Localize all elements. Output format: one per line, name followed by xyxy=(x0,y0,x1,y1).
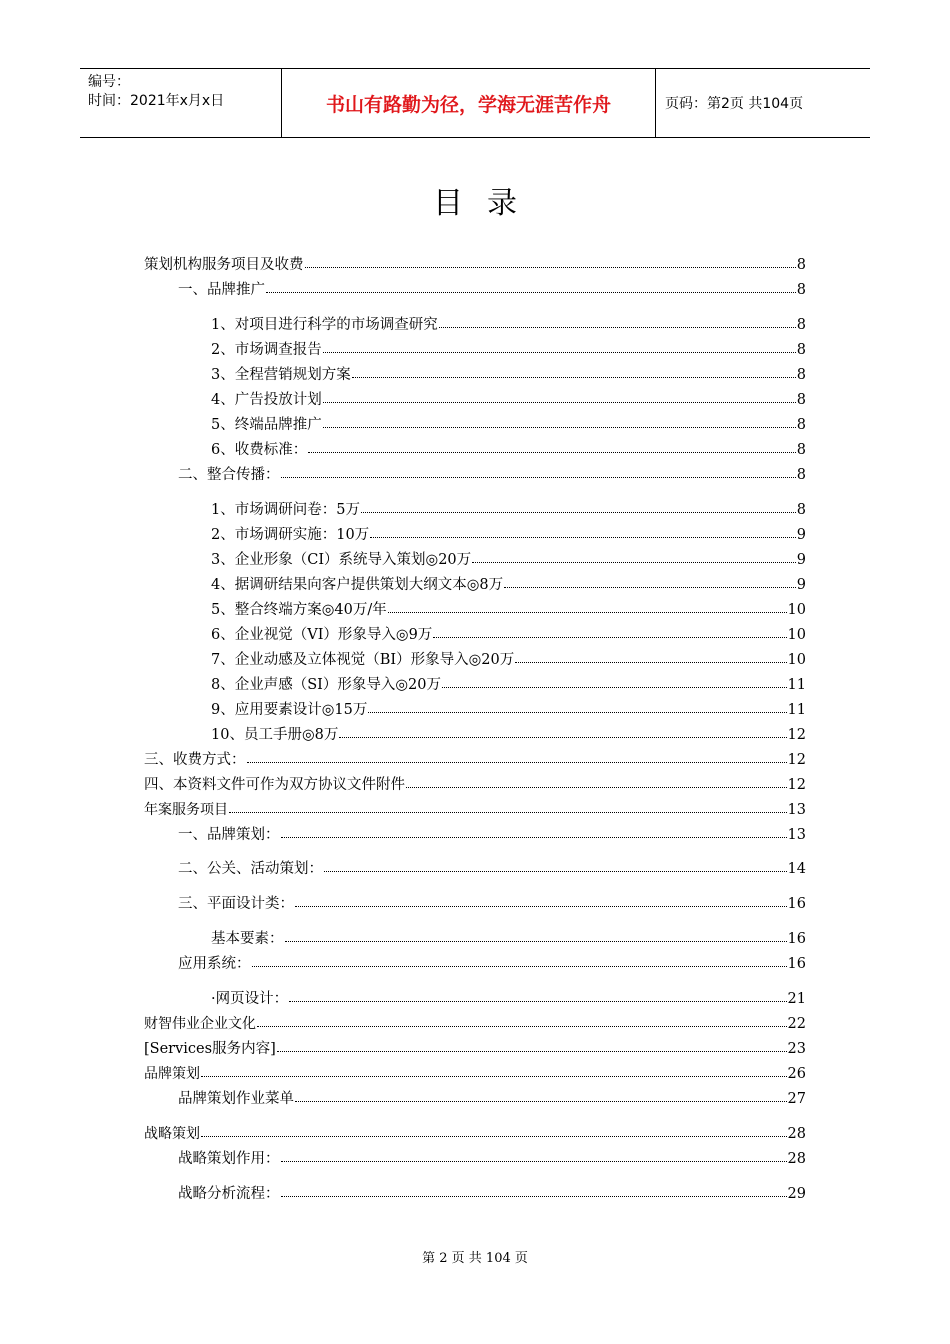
toc-entry[interactable] xyxy=(211,625,806,645)
toc-entry[interactable] xyxy=(178,954,806,974)
toc-entry-label: [Services服务内容] xyxy=(144,1041,276,1057)
toc-title: 目录 xyxy=(433,186,541,221)
toc-entry-page: 12 xyxy=(787,777,806,793)
toc-entry[interactable] xyxy=(211,440,806,460)
page-info: 页码：第2页 共104页 xyxy=(665,96,804,112)
toc-entry-label: 5、整合终端方案◎40万/年 xyxy=(211,602,387,618)
toc-entry-label: 策划机构服务项目及收费 xyxy=(144,257,304,273)
toc-leader-dots xyxy=(281,465,796,478)
toc-leader-dots xyxy=(201,1064,787,1077)
header-table xyxy=(80,68,870,138)
toc-leader-dots xyxy=(388,600,787,613)
toc-entry-page: 13 xyxy=(787,802,806,818)
toc-entry-label: 6、收费标准： xyxy=(211,442,308,458)
toc-entry[interactable] xyxy=(211,650,806,670)
toc-leader-dots xyxy=(281,1149,787,1162)
toc-leader-dots xyxy=(515,650,786,663)
toc-entry-page: 8 xyxy=(796,317,806,333)
toc-entry-label: 3、企业形象（CI）系统导入策划◎20万 xyxy=(211,552,472,568)
toc-leader-dots xyxy=(323,340,796,353)
toc-entry-label: 2、市场调研实施：10万 xyxy=(211,527,370,543)
toc-entry-label: 3、全程营销规划方案 xyxy=(211,367,351,383)
toc-entry-label: 2、市场调查报告 xyxy=(211,342,322,358)
toc-leader-dots xyxy=(229,800,787,813)
toc-entry[interactable] xyxy=(178,894,806,914)
toc-entry-page: 8 xyxy=(796,367,806,383)
toc-entry-page: 26 xyxy=(787,1066,806,1082)
toc-entry-page: 8 xyxy=(796,442,806,458)
toc-entry[interactable] xyxy=(211,675,806,695)
toc-entry-label: 年案服务项目 xyxy=(144,802,228,818)
toc-leader-dots xyxy=(472,550,796,563)
toc-leader-dots xyxy=(352,365,796,378)
toc-entry[interactable] xyxy=(211,390,806,410)
toc-entry-label: 战略分析流程： xyxy=(178,1186,280,1202)
toc-entry-page: 8 xyxy=(796,282,806,298)
toc-entry-page: 12 xyxy=(787,727,806,743)
toc-leader-dots xyxy=(323,415,796,428)
toc-entry[interactable] xyxy=(144,1039,806,1059)
toc-entry[interactable] xyxy=(144,255,806,275)
toc-entry-label: 5、终端品牌推广 xyxy=(211,417,322,433)
toc-leader-dots xyxy=(308,440,796,453)
toc-entry[interactable] xyxy=(211,700,806,720)
toc-entry-page: 14 xyxy=(787,861,806,877)
toc-entry-label: 10、员工手册◎8万 xyxy=(211,727,339,743)
number-label: 编号： xyxy=(88,74,130,90)
toc-entry[interactable] xyxy=(144,750,806,770)
toc-entry-page: 16 xyxy=(787,956,806,972)
toc-entry[interactable] xyxy=(178,1149,806,1169)
toc-entry[interactable] xyxy=(211,315,806,335)
toc-entry-page: 8 xyxy=(796,467,806,483)
toc-leader-dots xyxy=(442,675,787,688)
toc-entry-label: 二、整合传播： xyxy=(178,467,280,483)
toc-entry-label: 9、应用要素设计◎15万 xyxy=(211,702,368,718)
toc-entry-label: 一、品牌推广 xyxy=(178,282,265,298)
toc-leader-dots xyxy=(370,525,796,538)
toc-entry-label: 7、企业动感及立体视觉（BI）形象导入◎20万 xyxy=(211,652,515,668)
toc-leader-dots xyxy=(289,989,786,1002)
toc-entry-label: 1、对项目进行科学的市场调查研究 xyxy=(211,317,438,333)
toc-leader-dots xyxy=(281,1184,787,1197)
toc-entry[interactable] xyxy=(211,575,806,595)
toc-entry-page: 28 xyxy=(787,1151,806,1167)
page-footer: 第 2 页 共 104 页 xyxy=(422,1251,528,1266)
toc-entry-page: 8 xyxy=(796,257,806,273)
toc-leader-dots xyxy=(252,954,787,967)
toc-entry-page: 10 xyxy=(787,627,806,643)
toc-entry-label: 基本要素： xyxy=(211,931,284,947)
toc-entry-label: 二、公关、活动策划： xyxy=(178,861,323,877)
time-label: 时间：2021年x月x日 xyxy=(88,93,225,109)
toc-entry-label: 三、收费方式： xyxy=(144,752,246,768)
toc-entry-page: 8 xyxy=(796,392,806,408)
toc-leader-dots xyxy=(324,859,787,872)
toc-entry-label: 三、平面设计类： xyxy=(178,896,294,912)
toc-leader-dots xyxy=(361,500,796,513)
toc-entry-page: 9 xyxy=(796,527,806,543)
toc-entry-page: 8 xyxy=(796,502,806,518)
toc-entry-page: 8 xyxy=(796,417,806,433)
toc-entry[interactable] xyxy=(144,1014,806,1034)
toc-entry[interactable] xyxy=(211,989,806,1009)
toc-entry-label: ·网页设计： xyxy=(211,991,289,1007)
toc-leader-dots xyxy=(323,390,796,403)
toc-entry-label: 1、市场调研问卷：5万 xyxy=(211,502,360,518)
toc-entry-page: 9 xyxy=(796,552,806,568)
toc-entry-label: 4、广告投放计划 xyxy=(211,392,322,408)
toc-leader-dots xyxy=(277,1039,787,1052)
toc-leader-dots xyxy=(295,894,787,907)
toc-entry-label: 8、企业声感（SI）形象导入◎20万 xyxy=(211,677,441,693)
toc-leader-dots xyxy=(257,1014,787,1027)
toc-entry[interactable] xyxy=(144,1124,806,1144)
toc-entry-label: 品牌策划 xyxy=(144,1066,200,1082)
toc-entry[interactable] xyxy=(211,415,806,435)
toc-entry[interactable] xyxy=(178,825,806,845)
toc-entry-page: 8 xyxy=(796,342,806,358)
toc-leader-dots xyxy=(433,625,786,638)
toc-entry-label: 品牌策划作业菜单 xyxy=(178,1091,294,1107)
toc-entry[interactable] xyxy=(178,1089,806,1109)
toc-leader-dots xyxy=(406,775,787,788)
motto: 书山有路勤为径，学海无涯苦作舟 xyxy=(282,69,656,137)
toc-leader-dots xyxy=(339,725,786,738)
toc-entry-page: 9 xyxy=(796,577,806,593)
toc-entry-page: 11 xyxy=(787,677,806,693)
toc-entry-label: 6、企业视觉（VI）形象导入◎9万 xyxy=(211,627,433,643)
toc-leader-dots xyxy=(201,1124,787,1137)
toc-leader-dots xyxy=(504,575,796,588)
toc-entry-page: 10 xyxy=(787,652,806,668)
toc-leader-dots xyxy=(305,255,796,268)
toc-entry[interactable] xyxy=(211,365,806,385)
toc-entry-page: 13 xyxy=(787,827,806,843)
toc-entry-page: 21 xyxy=(787,991,806,1007)
toc-entry-page: 29 xyxy=(787,1186,806,1202)
toc-entry-label: 战略策划作用： xyxy=(178,1151,280,1167)
toc-leader-dots xyxy=(247,750,787,763)
toc-entry-label: 4、据调研结果向客户提供策划大纲文本◎8万 xyxy=(211,577,504,593)
toc-leader-dots xyxy=(281,825,787,838)
toc-entry[interactable] xyxy=(211,550,806,570)
toc-entry-page: 16 xyxy=(787,896,806,912)
toc-entry-page: 27 xyxy=(787,1091,806,1107)
toc-entry-page: 11 xyxy=(787,702,806,718)
toc-leader-dots xyxy=(285,929,787,942)
toc-entry[interactable] xyxy=(178,465,806,485)
toc-leader-dots xyxy=(439,315,796,328)
header-meta-cell xyxy=(80,69,282,137)
toc-entry[interactable] xyxy=(144,1064,806,1084)
toc-entry[interactable] xyxy=(178,280,806,300)
toc-entry[interactable] xyxy=(144,775,806,795)
toc-entry-page: 22 xyxy=(787,1016,806,1032)
toc-entry-label: 一、品牌策划： xyxy=(178,827,280,843)
toc-entry-label: 财智伟业企业文化 xyxy=(144,1016,256,1032)
toc-leader-dots xyxy=(295,1089,787,1102)
toc-entry[interactable] xyxy=(211,600,806,620)
toc-entry-page: 10 xyxy=(787,602,806,618)
toc-entry[interactable] xyxy=(211,340,806,360)
toc-entry[interactable] xyxy=(178,1184,806,1204)
toc-leader-dots xyxy=(368,700,786,713)
toc-entry[interactable] xyxy=(178,859,806,879)
toc-entry[interactable] xyxy=(211,929,806,949)
toc-entry[interactable] xyxy=(144,800,806,820)
toc-entry-label: 战略策划 xyxy=(144,1126,200,1142)
toc-entry[interactable] xyxy=(211,725,806,745)
toc-entry-page: 16 xyxy=(787,931,806,947)
toc-entry-page: 12 xyxy=(787,752,806,768)
toc-entry-label: 应用系统： xyxy=(178,956,251,972)
toc-entry[interactable] xyxy=(211,500,806,520)
toc-entry-page: 23 xyxy=(787,1041,806,1057)
toc-leader-dots xyxy=(266,280,796,293)
toc-entry-page: 28 xyxy=(787,1126,806,1142)
toc-entry[interactable] xyxy=(211,525,806,545)
toc-entry-label: 四、本资料文件可作为双方协议文件附件 xyxy=(144,777,405,793)
